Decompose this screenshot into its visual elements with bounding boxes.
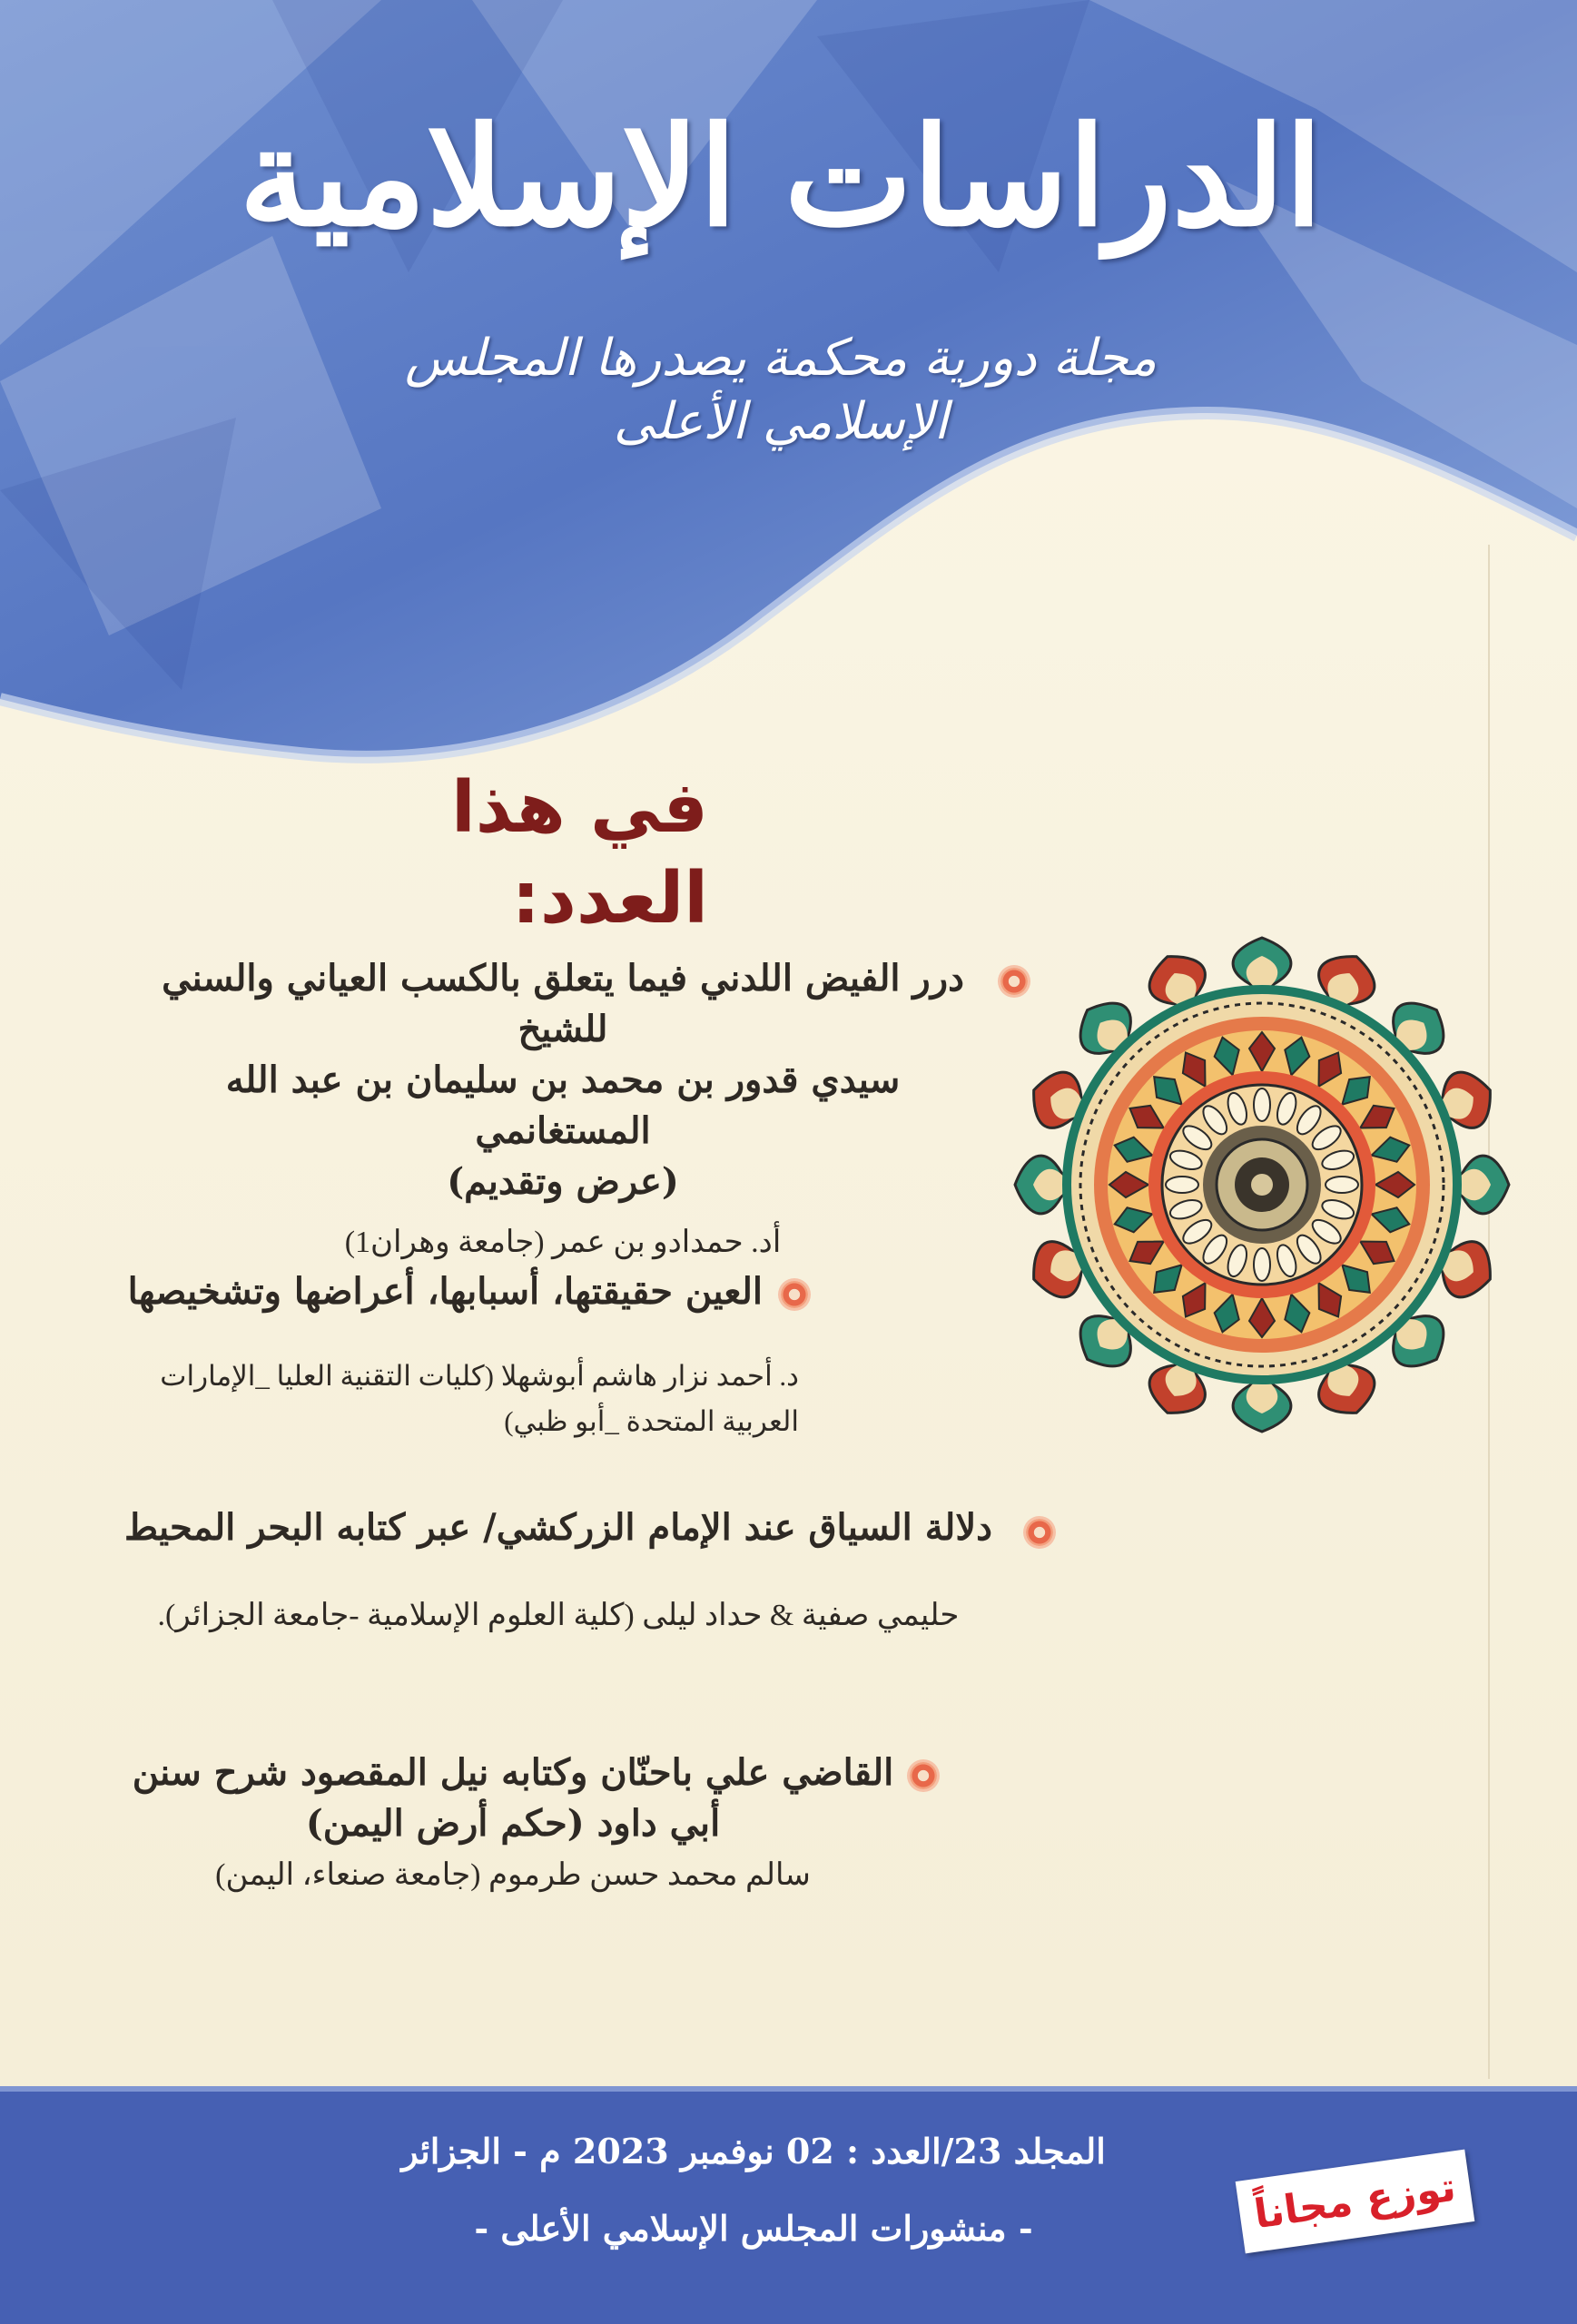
article-author: أد. حمدادو بن عمر (جامعة وهران1) xyxy=(344,1226,782,1259)
article-item xyxy=(127,1748,899,1898)
article-author: حليمي صفية & حداد ليلى (كلية العلوم الإسلامية -جامعة الجزائر). xyxy=(157,1599,960,1632)
article-author: د. أحمد نزار هاشم أبوشهلا (كليات التقنية العليا _الإمارات العربية المتحدة _أبو ظبي) xyxy=(160,1360,799,1437)
flower-bullet-icon xyxy=(1026,1519,1053,1546)
article-title: سيدي قدور بن محمد بن سليمان بن عبد الله المستغانمي xyxy=(225,1059,901,1152)
flower-bullet-icon xyxy=(781,1281,808,1308)
article-author: سالم محمد حسن طرموم (جامعة صنعاء، اليمن) xyxy=(215,1858,811,1892)
article-title: العين حقيقتها، أسبابها، أعراضها وتشخيصها xyxy=(127,1270,763,1313)
article-item xyxy=(91,1502,1026,1639)
flower-bullet-icon xyxy=(910,1762,937,1789)
article-title: القاضي علي باحنّان وكتابه نيل المقصود شرح سنن xyxy=(132,1751,894,1794)
article-title: دلالة السياق عند الإمام الزركشي/ عبر كتابه البحر المحيط xyxy=(124,1506,992,1549)
article-title: أبي داود (حكم أرض اليمن) xyxy=(305,1802,721,1845)
article-title: (عرض وتقديم) xyxy=(447,1160,679,1203)
mandala-ornament-icon xyxy=(1012,935,1512,1434)
issue-info: المجلد 23/العدد : 02 نوفمبر 2023 م - الجزائر xyxy=(401,2131,1106,2171)
publisher-line: - منشورات المجلس الإسلامي الأعلى - xyxy=(474,2208,1033,2249)
journal-subtitle: مجلة دورية محكمة يصدرها المجلس الإسلامي الأعلى xyxy=(404,329,1158,451)
article-item xyxy=(91,1266,799,1444)
article-title: درر الفيض اللدني فيما يتعلق بالكسب العياني والسني للشيخ xyxy=(162,957,964,1050)
free-distribution-badge: توزع مجاناً xyxy=(1236,2150,1475,2254)
journal-title: الدراسات الإسلامية xyxy=(239,97,1323,257)
issue-contents-heading: في هذا العدد: xyxy=(450,767,708,940)
article-item xyxy=(136,953,990,1265)
